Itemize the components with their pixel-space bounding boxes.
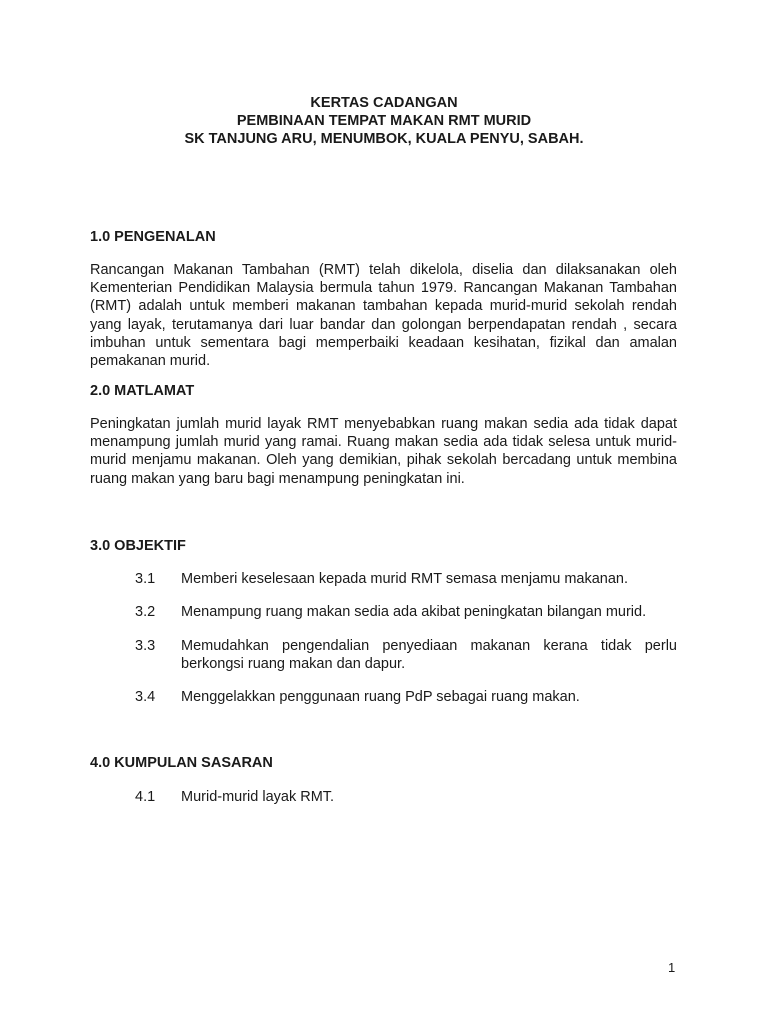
list-text: Memberi keselesaan kepada murid RMT semasa menjamu makanan. (181, 571, 629, 587)
title-line-3: SK TANJUNG ARU, MENUMBOK, KUALA PENYU, SABAH. (184, 131, 584, 147)
section-body-pengenalan: Rancangan Makanan Tambahan (RMT) telah dikelola, diselia dan dilaksanakan oleh Kementerian Pendidikan Malaysia bermula tahun 1979. Rancangan Makanan Tambahan (RMT) adalah untuk memberi makanan tambahan kepada murid-murid sekolah rendah yang layak, terutamanya dari luar bandar dan golongan berpendapatan rendah , secara imbuhan untuk sementara bagi memperbaiki keadaan kesihatan, fizikal dan amalan pemakanan murid. (90, 262, 677, 370)
list-text: Murid-murid layak RMT. (181, 789, 335, 805)
list-number: 3.4 (135, 689, 156, 705)
section-body-matlamat: Peningkatan jumlah murid layak RMT menyebabkan ruang makan sedia ada tidak dapat menampung jumlah murid yang ramai. Ruang makan sedia ada tidak selesa untuk murid-murid menjamu makanan. Oleh yang demikian, pihak sekolah bercadang untuk membina ruang makan yang baru bagi menampung peningkatan ini. (90, 416, 677, 487)
page-number: 1 (668, 960, 676, 975)
section-heading-pengenalan: 1.0 PENGENALAN (90, 229, 216, 245)
list-number: 3.2 (135, 604, 156, 620)
section-heading-objektif: 3.0 OBJEKTIF (90, 538, 186, 554)
section-heading-matlamat: 2.0 MATLAMAT (90, 383, 195, 399)
list-number: 3.3 (135, 638, 156, 654)
list-text: Menampung ruang makan sedia ada akibat peningkatan bilangan murid. (181, 604, 647, 620)
document-title (0, 94, 768, 148)
list-text: Memudahkan pengendalian penyediaan makanan kerana tidak perlu berkongsi ruang makan dan dapur. (181, 638, 677, 673)
list-number: 4.1 (135, 789, 156, 805)
section-heading-sasaran: 4.0 KUMPULAN SASARAN (90, 755, 273, 771)
list-text: Menggelakkan penggunaan ruang PdP sebagai ruang makan. (181, 689, 580, 705)
title-line-1: KERTAS CADANGAN (310, 95, 458, 111)
list-number: 3.1 (135, 571, 156, 587)
title-line-2: PEMBINAAN TEMPAT MAKAN RMT MURID (236, 113, 532, 129)
